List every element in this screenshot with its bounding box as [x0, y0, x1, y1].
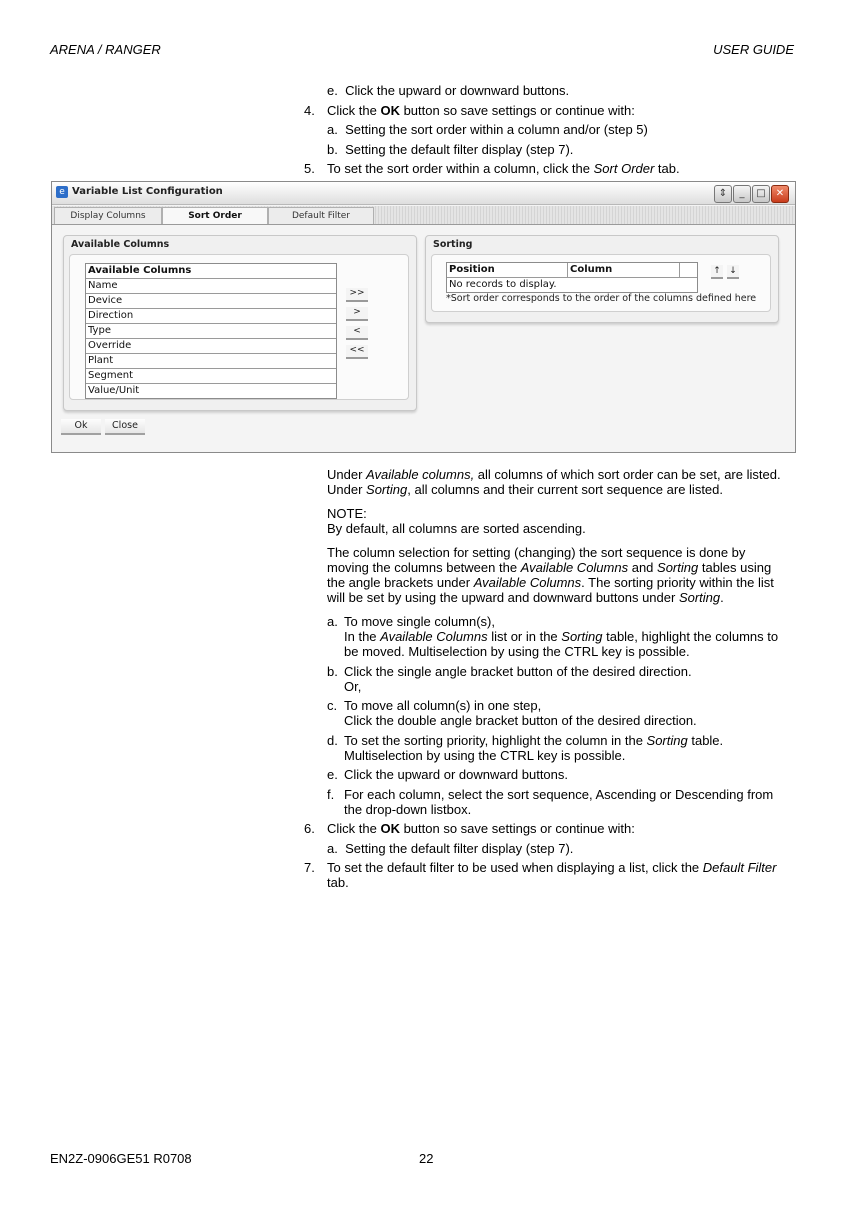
tab-display-columns[interactable]: Display Columns: [54, 207, 162, 224]
step-5-number: 5.: [304, 161, 315, 176]
tab-bar: [52, 206, 795, 225]
column-header-column[interactable]: Column: [567, 263, 612, 277]
list-d-l2: Multiselection by using the CTRL key is possible.: [344, 748, 626, 763]
move-left-button[interactable]: <: [346, 326, 368, 340]
available-columns-table[interactable]: [85, 263, 337, 399]
step-7-text-l2: tab.: [327, 875, 349, 890]
paragraph-selection-l3: the angle brackets under Available Columns. The sorting priority within the list: [327, 575, 774, 590]
paragraph-available: Under Available columns, all columns of which sort order can be set, are listed.: [327, 467, 781, 482]
paragraph-selection-l1: The column selection for setting (changing) the sort sequence is done by: [327, 545, 746, 560]
step-6-text: Click the OK button so save settings or continue with:: [327, 821, 635, 836]
list-d-l1: To set the sorting priority, highlight the column in the Sorting table.: [344, 733, 724, 748]
list-item[interactable]: Value/Unit: [88, 385, 140, 396]
empty-row: No records to display.: [449, 279, 557, 290]
sorting-title: Sorting: [433, 239, 473, 250]
list-label-a: a.: [327, 614, 338, 629]
list-item[interactable]: Override: [86, 339, 336, 354]
list-text: Click the upward or downward buttons.: [345, 83, 570, 98]
step-e-intro: [327, 83, 569, 98]
list-label-d: d.: [327, 733, 338, 748]
step-7-number: 7.: [304, 860, 315, 875]
step-4: [304, 103, 315, 118]
header-right: USER GUIDE: [713, 42, 794, 57]
list-item[interactable]: Plant: [86, 354, 336, 369]
list-label-c: c.: [327, 698, 338, 713]
step-6a: a. Setting the default filter display (step 7).: [327, 841, 574, 856]
list-label-e: e.: [327, 767, 338, 782]
move-down-button[interactable]: ↓: [727, 265, 739, 279]
column-header-spacer: [679, 263, 696, 277]
step-4b: b. Setting the default filter display (step 7).: [327, 142, 574, 157]
step-5-text: To set the sort order within a column, click the Sort Order tab.: [327, 161, 680, 176]
close-button[interactable]: Close: [105, 419, 145, 435]
ok-button[interactable]: Ok: [61, 419, 101, 435]
available-columns-title: Available Columns: [71, 239, 170, 250]
step-number: 4.: [304, 103, 315, 118]
maximize-button[interactable]: □: [752, 185, 770, 203]
step-7-text: To set the default filter to be used when displaying a list, click the Default Filter: [327, 860, 777, 875]
sort-order-note: *Sort order corresponds to the order of the columns defined here: [446, 293, 757, 304]
list-item[interactable]: Type: [86, 324, 336, 339]
paragraph-sorting: Under Sorting, all columns and their current sort sequence are listed.: [327, 482, 724, 497]
list-b-l1: Click the single angle bracket button of the desired direction.: [344, 664, 692, 679]
ok-emphasis: OK: [380, 103, 400, 118]
footer-doc-id: EN2Z-0906GE51 R0708: [50, 1151, 192, 1166]
step-4a: a. Setting the sort order within a column and/or (step 5): [327, 122, 648, 137]
list-c-l1: To move all column(s) in one step,: [344, 698, 542, 713]
list-item[interactable]: Name: [86, 279, 336, 294]
list-c-l2: Click the double angle bracket button of the desired direction.: [344, 713, 697, 728]
table-header[interactable]: Available Columns: [86, 264, 336, 279]
list-label-b: b.: [327, 664, 338, 679]
column-header-position[interactable]: Position: [449, 264, 495, 275]
note-text: By default, all columns are sorted ascending.: [327, 521, 586, 536]
title-bar: [52, 182, 795, 205]
step-4-text: Click the OK button so save settings or continue with:: [327, 103, 635, 118]
list-item[interactable]: Direction: [86, 309, 336, 324]
list-e-l1: Click the upward or downward buttons.: [344, 767, 569, 782]
available-columns-panel: [63, 235, 417, 411]
sorting-table[interactable]: [446, 262, 698, 293]
variable-list-configuration-window: [51, 181, 796, 453]
window-title: Variable List Configuration: [72, 186, 223, 197]
move-all-right-button[interactable]: >>: [346, 288, 368, 302]
list-a-l3: be moved. Multiselection by using the CTRL key is possible.: [344, 644, 690, 659]
list-item[interactable]: Segment: [86, 369, 336, 384]
paragraph-selection-l2: moving the columns between the Available Columns and Sorting tables using: [327, 560, 772, 575]
header-left: ARENA / RANGER: [50, 42, 161, 57]
step-6-number: 6.: [304, 821, 315, 836]
paragraph-selection-l4: will be set by using the upward and downward buttons under Sorting.: [327, 590, 724, 605]
page-number: 22: [419, 1151, 434, 1166]
move-right-button[interactable]: >: [346, 307, 368, 321]
tab-default-filter[interactable]: Default Filter: [268, 207, 374, 224]
sorting-inner: [431, 254, 771, 312]
move-up-button[interactable]: ↑: [711, 265, 723, 279]
list-f-l1: For each column, select the sort sequence, Ascending or Descending from: [344, 787, 774, 802]
close-window-button[interactable]: ✕: [771, 185, 789, 203]
list-a-l1: To move single column(s),: [344, 614, 495, 629]
list-b-l2: Or,: [344, 679, 362, 694]
minimize-button[interactable]: _: [733, 185, 751, 203]
available-columns-inner: [69, 254, 409, 400]
app-icon: e: [56, 186, 68, 198]
list-label-f: f.: [327, 787, 335, 802]
list-item[interactable]: Device: [86, 294, 336, 309]
table-header: [447, 263, 697, 278]
tab-sort-order[interactable]: Sort Order: [162, 207, 268, 224]
refresh-icon[interactable]: ⇕: [714, 185, 732, 203]
list-label: e.: [327, 83, 338, 98]
list-a-l2: In the Available Columns list or in the Sorting table, highlight the columns to: [344, 629, 779, 644]
sorting-panel: [425, 235, 779, 323]
note-label: NOTE:: [327, 506, 367, 521]
list-f-l2: the drop-down listbox.: [344, 802, 472, 817]
move-all-left-button[interactable]: <<: [346, 345, 368, 359]
